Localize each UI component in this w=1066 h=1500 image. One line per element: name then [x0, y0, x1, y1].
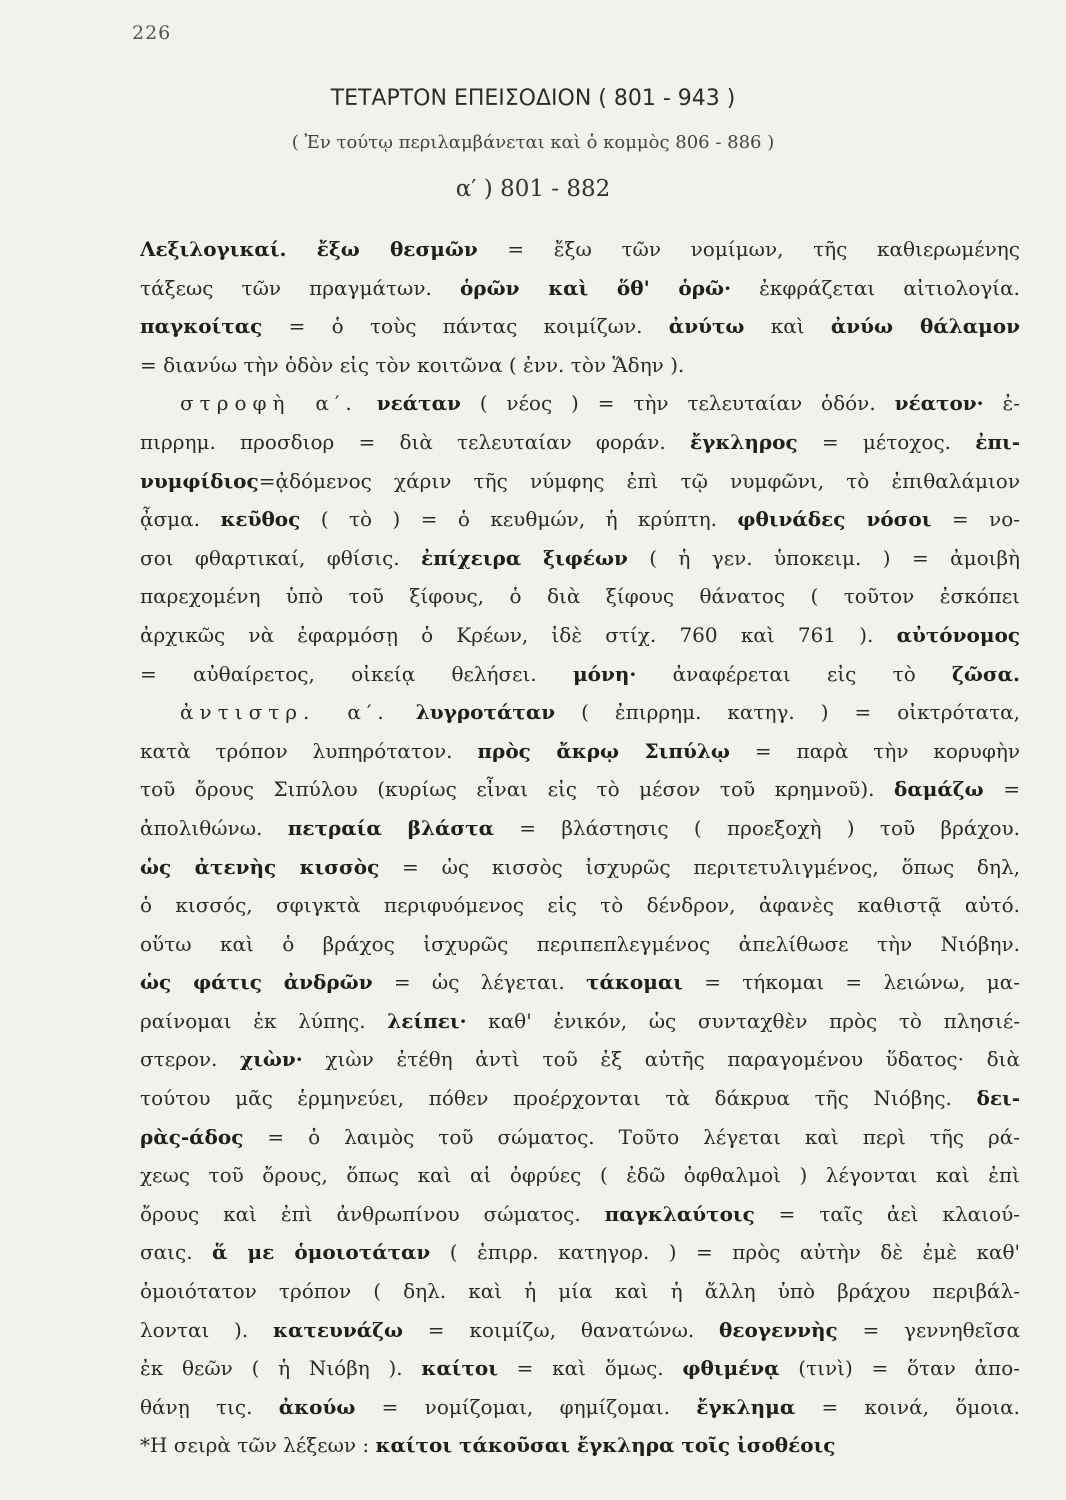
lemma-term: καίτοι [421, 1356, 498, 1381]
lemma-term: δει- [976, 1086, 1020, 1111]
text-line [140, 732, 1020, 771]
gloss-text: ραίνομαι ἐκ λύπης. [140, 1008, 388, 1033]
gloss-text: = βλάστησις ( προεξοχὴ ) τοῦ βράχου. [493, 815, 1020, 840]
gloss-text: ἐ- [983, 391, 1020, 416]
gloss-text: χεως τοῦ ὄρους, ὅπως καὶ αἱ ὀφρύες ( ἐδῶ ὀφθαλμοὶ ) λέγονται καὶ ἐπὶ [140, 1163, 1020, 1188]
text-line [140, 1079, 1020, 1118]
strophe-label: στροφὴ α′. [180, 391, 358, 416]
lemma-term: ἅ με ὁμοιοτάταν [212, 1240, 431, 1265]
text-line [140, 384, 1020, 423]
lemma-term: φθιμένᾳ [682, 1356, 780, 1381]
section-label: α′ ) 801 - 882 [455, 176, 611, 202]
lemma-term: λείπει· [387, 1008, 467, 1033]
gloss-text: = [983, 777, 1020, 802]
lemma-term: αὐτόνομος [896, 622, 1020, 647]
text-line [140, 1426, 1020, 1465]
gloss-text: παρεχομένη ὑπὸ τοῦ ξίφους, ὁ διὰ ξίφους θάνατος ( τοῦτον ἐσκόπει [140, 584, 1020, 609]
text-line [140, 770, 1020, 809]
text-line [140, 577, 1020, 616]
lemma-term: ἔγκλημα [696, 1394, 796, 1419]
text-line [140, 1349, 1020, 1388]
text-line [140, 230, 1020, 269]
text-line [140, 1311, 1020, 1350]
gloss-text: = νο- [931, 507, 1020, 532]
lemma-term: νυμφίδιος [140, 468, 259, 493]
gloss-text: στερον. [140, 1047, 241, 1072]
gloss-text: ( τὸ ) = ὁ κευθμών, ἡ κρύπτη. [300, 507, 738, 532]
lemma-term: ἀνύτω [668, 314, 745, 339]
text-line [140, 1002, 1020, 1041]
lemma-term: ὡς ἀτενὴς κισσὸς [140, 854, 380, 879]
text-line [140, 886, 1020, 925]
text-line [140, 655, 1020, 694]
episode-subheading: ( Ἐν τούτῳ περιλαμβάνεται καὶ ὁ κομμὸς 806 - 886 ) [291, 132, 775, 153]
gloss-text: τοῦ ὄρους Σιπύλου (κυρίως εἶναι εἰς τὸ μέσον τοῦ κρημνοῦ). [140, 777, 895, 802]
gloss-text [390, 700, 416, 724]
lemma-term: ἐπίχειρα ξιφέων [421, 545, 628, 570]
gloss-text: λονται ). [140, 1317, 273, 1342]
gloss-text: = παρὰ τὴν κορυφὴν [729, 738, 1020, 763]
lemma-term: νέατον· [894, 391, 984, 416]
gloss-text: ὁμοιότατον τρόπον ( δηλ. καὶ ἡ μία καὶ ἡ ἄλλη ὑπὸ βράχου περιβάλ- [140, 1279, 1020, 1304]
text-line [140, 616, 1020, 655]
text-line [140, 809, 1020, 848]
gloss-text: *Η σειρὰ τῶν λέξεων : [140, 1433, 376, 1458]
gloss-text: = νομίζομαι, φημίζομαι. [355, 1394, 697, 1419]
text-line [140, 1388, 1020, 1427]
gloss-text: = αὐθαίρετος, οἰκείᾳ θελήσει. [140, 661, 574, 686]
gloss-text: ἀναφέρεται εἰς τὸ [636, 661, 952, 686]
gloss-text: ἐκφράζεται αἰτιολογία. [731, 275, 1020, 300]
gloss-text: = ὡς κισσὸς ἰσχυρῶς περιτετυλιγμένος, ὅπως δηλ, [379, 854, 1020, 879]
lemma-term: καίτοι τάκοῦσαι ἔγκληρα τοῖς ἰσοθέοις [375, 1433, 836, 1458]
lemma-term: ζῶσα. [952, 661, 1020, 686]
gloss-text: καθ' ἑνικόν, ὡς συνταχθὲν πρὸς τὸ πλησιέ- [466, 1008, 1020, 1033]
gloss-text: τούτου μᾶς ἑρμηνεύει, πόθεν προέρχονται τὰ δάκρυα τῆς Νιόβης. [140, 1086, 977, 1111]
text-line [140, 1233, 1020, 1272]
gloss-text: = τήκομαι = λειώνω, μα- [682, 970, 1020, 995]
gloss-text: = ὡς λέγεται. [372, 970, 587, 995]
text-line [140, 500, 1020, 539]
gloss-text: ( ἐπιρρημ. κατηγ. ) = οἰκτρότατα, [555, 700, 1020, 725]
gloss-text: = διανύω τὴν ὁδὸν εἰς τὸν κοιτῶνα ( ἐνν. τὸν Ἅδην ). [140, 352, 685, 377]
lemma-term: Λεξιλογικαί. ἔξω θεσμῶν [140, 237, 478, 261]
lemma-term: δαμάζω [894, 777, 984, 802]
gloss-text: οὕτω καὶ ὁ βράχος ἰσχυρῶς περιπεπλεγμένος ἀπελίθωσε τὴν Νιόβην. [140, 931, 1020, 956]
lemma-term: ἔγκληρος [689, 429, 798, 454]
text-line [140, 539, 1020, 578]
text-line [140, 693, 1020, 732]
lemma-term: ἀκούω [278, 1394, 356, 1419]
lemma-term: πρὸς ἄκρῳ Σιπύλῳ [477, 738, 730, 763]
gloss-text: ἐκ θεῶν ( ἡ Νιόβη ). [140, 1356, 422, 1381]
gloss-text: = ἔξω τῶν νομίμων, τῆς καθιερωμένης [477, 237, 1020, 261]
lemma-term: κεῦθος [220, 507, 301, 532]
gloss-text: θάνῃ τις. [140, 1394, 279, 1419]
lemma-term: φθινάδες νόσοι [737, 507, 932, 532]
gloss-text: = καὶ ὅμως. [497, 1356, 683, 1381]
gloss-text [358, 391, 377, 415]
gloss-text: = γεννηθεῖσα [837, 1317, 1020, 1342]
lemma-term: παγκοίτας [140, 314, 263, 339]
text-line [140, 1195, 1020, 1234]
lemma-term: παγκλαύτοις [604, 1201, 755, 1226]
gloss-text: = ὁ τοὺς πάντας κοιμίζων. [262, 314, 669, 339]
text-line [140, 307, 1020, 346]
gloss-text: χιὼν ἐτέθη ἀντὶ τοῦ ἐξ αὐτῆς παραγομένου ὕδατος· διὰ [302, 1047, 1020, 1072]
gloss-text: = κοινά, ὅμοια. [795, 1394, 1020, 1419]
gloss-text: = ὁ λαιμὸς τοῦ σώματος. Τοῦτο λέγεται καὶ περὶ τῆς ρά- [243, 1124, 1020, 1149]
text-line [140, 1118, 1020, 1157]
gloss-text: ( νέος ) = τὴν τελευταίαν ὁδόν. [460, 391, 895, 416]
strophe-label: ἀντιστρ. α′. [180, 700, 390, 725]
lemma-term: θεογεννὴς [719, 1317, 838, 1342]
gloss-text: κατὰ τρόπον λυπηρότατον. [140, 738, 478, 763]
gloss-text: ἀρχικῶς νὰ ἐφαρμόσῃ ὁ Κρέων, ἰδὲ στίχ. 760 καὶ 761 ). [140, 622, 897, 647]
episode-heading: ΤΕΤΑΡΤΟΝ ΕΠΕΙΣΟΔΙΟΝ ( 801 - 943 ) [330, 86, 736, 111]
gloss-text: πιρρημ. προσδιορ = διὰ τελευταίαν φοράν. [140, 429, 690, 454]
lemma-term: λυγροτάταν [415, 700, 556, 725]
gloss-text: σαις. [140, 1240, 213, 1265]
gloss-text: καὶ [744, 314, 831, 339]
text-line [140, 1040, 1020, 1079]
gloss-text: ( ἐπιρρ. κατηγορ. ) = πρὸς αὐτὴν δὲ ἐμὲ καθ' [430, 1240, 1020, 1265]
text-line [140, 1272, 1020, 1311]
gloss-text: = ταῖς ἀεὶ κλαιού- [754, 1201, 1020, 1226]
text-line [140, 423, 1020, 462]
lemma-term: μόνη· [573, 661, 637, 686]
lemma-term: ἐπι- [975, 429, 1020, 454]
lemma-term: νεάταν [376, 391, 461, 416]
text-line [140, 269, 1020, 308]
gloss-text: = κοιμίζω, θανατώνω. [403, 1317, 720, 1342]
gloss-text: ὄρους καὶ ἐπὶ ἀνθρωπίνου σώματος. [140, 1201, 605, 1226]
text-line [140, 963, 1020, 1002]
gloss-text: τάξεως τῶν πραγμάτων. [140, 275, 460, 300]
text-line [140, 462, 1020, 501]
gloss-text: σοι φθαρτικαί, φθίσις. [140, 545, 422, 570]
text-line [140, 1156, 1020, 1195]
lemma-term: ρὰς-άδος [140, 1124, 244, 1149]
text-line [140, 346, 1020, 385]
page-number: 226 [132, 22, 172, 44]
gloss-text: (τινὶ) = ὅταν ἀπο- [779, 1356, 1020, 1381]
glossary-text [140, 230, 1020, 1465]
lemma-term: χιὼν· [240, 1047, 303, 1072]
lemma-term: ἀνύω θάλαμον [830, 314, 1020, 339]
gloss-text: =ᾀδόμενος χάριν τῆς νύμφης ἐπὶ τῷ νυμφῶνι, τὸ ἐπιθαλάμιον [258, 468, 1020, 493]
text-line [140, 925, 1020, 964]
gloss-text: ᾆσμα. [140, 507, 221, 532]
gloss-text: ( ἡ γεν. ὑποκειμ. ) = ἀμοιβὴ [627, 545, 1020, 570]
text-line [140, 848, 1020, 887]
gloss-text: ὁ κισσός, σφιγκτὰ περιφυόμενος εἰς τὸ δένδρον, ἀφανὲς καθιστᾷ αὐτό. [140, 893, 1020, 918]
lemma-term: ὁρῶν καὶ ὅθ' ὁρῶ· [459, 275, 732, 300]
gloss-text: ἀπολιθώνω. [140, 815, 288, 840]
lemma-term: πετραία βλάστα [287, 815, 494, 840]
lemma-term: ὡς φάτις ἀνδρῶν [140, 970, 373, 995]
lemma-term: κατευνάζω [273, 1317, 404, 1342]
lemma-term: τάκομαι [586, 970, 683, 995]
gloss-text: = μέτοχος. [797, 429, 976, 454]
